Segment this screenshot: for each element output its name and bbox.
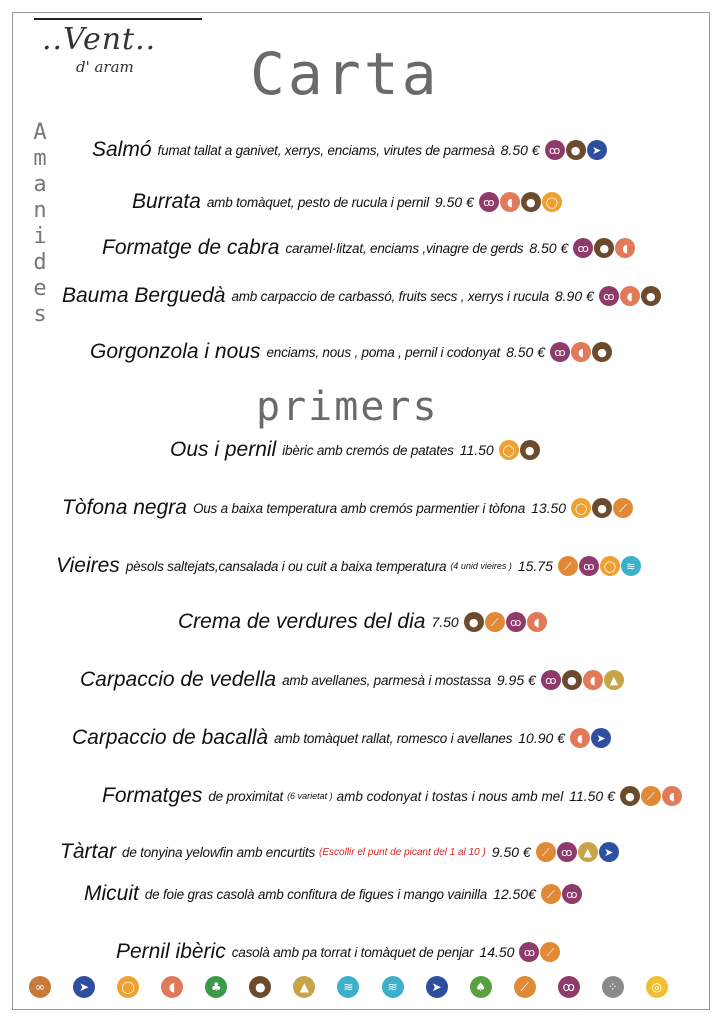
item-name: Carpaccio de bacallà (72, 726, 269, 749)
item-description: amb carpaccio de carbassó, fruits secs , xerrys i rucula (231, 288, 549, 304)
egg-icon: ◯ (117, 976, 139, 998)
molluscs-icon: ◖ (662, 786, 682, 806)
item-description: ibèric amb cremós de patates (282, 442, 454, 458)
nuts-icon: ● (620, 786, 640, 806)
item-name: Micuit (84, 882, 139, 905)
item-description: Ous a baixa temperatura amb cremós parmentier i tòfona (192, 500, 526, 516)
lactose-icon: ꝏ (557, 842, 577, 862)
allergen-icons (463, 612, 547, 632)
vertical-letter: A (33, 120, 47, 145)
section-label-amanides (30, 120, 50, 328)
menu-item-carpaccio-vedella (80, 668, 624, 692)
gluten-icon: ⟋ (514, 976, 536, 998)
gluten-icon: ⟋ (613, 498, 633, 518)
allergen-icons (498, 440, 540, 460)
item-description: enciams, nous , poma , pernil i codonyat (266, 344, 501, 360)
allergen-icons (572, 238, 635, 258)
menu-item-vieires (56, 554, 641, 578)
menu-item-burrata (132, 190, 562, 214)
menu-item-gorgonzola (90, 340, 612, 364)
lactose-icon: ꝏ (479, 192, 499, 212)
allergen-icons (569, 728, 611, 748)
vertical-letter: d (33, 250, 47, 275)
vertical-letter: n (33, 198, 47, 223)
item-price: 11.50 (459, 442, 494, 458)
molluscs-icon: ◖ (500, 192, 520, 212)
menu-item-carpaccio-bacalla (72, 726, 611, 750)
item-description: amb avellanes, parmesà i mostassa (282, 672, 491, 688)
restaurant-logo (34, 18, 202, 80)
item-price: 15.75 (517, 558, 553, 574)
crustacean-icon: ≋ (382, 976, 404, 998)
item-note: (4 unid vieires ) (450, 561, 512, 571)
menu-item-crema-verdures (178, 610, 547, 634)
item-price: 8.50 € (506, 344, 546, 360)
molluscs-icon: ◖ (583, 670, 603, 690)
item-description: de proximitat (208, 788, 284, 804)
item-price: 13.50 (531, 500, 567, 516)
peanut-icon: ∞ (29, 976, 51, 998)
item-description-extra: amb codonyat i tostas i nous amb mel (336, 788, 564, 804)
item-name: Bauma Berguedà (62, 284, 226, 307)
item-name: Carpaccio de vedella (80, 668, 277, 691)
fish-icon: ➤ (599, 842, 619, 862)
fish-icon: ➤ (426, 976, 448, 998)
nuts-icon: ● (594, 238, 614, 258)
nuts-icon: ● (641, 286, 661, 306)
lactose-icon: ꝏ (579, 556, 599, 576)
item-name: Formatges (102, 784, 203, 807)
egg-icon: ◯ (499, 440, 519, 460)
nuts-icon: ● (464, 612, 484, 632)
item-price: 8.50 € (500, 142, 540, 158)
allergen-icons (478, 192, 562, 212)
allergen-icons (518, 942, 560, 962)
page-title: Carta (250, 40, 440, 108)
item-price: 9.95 € (496, 672, 536, 688)
fish-icon: ➤ (587, 140, 607, 160)
molluscs-icon: ◖ (570, 728, 590, 748)
allergen-icons (557, 556, 641, 576)
item-price: 9.50 € (434, 194, 474, 210)
item-name: Gorgonzola i nous (90, 340, 261, 363)
menu-item-tofona (62, 496, 633, 520)
crustacean-icon: ≋ (621, 556, 641, 576)
item-price: 8.50 € (529, 240, 569, 256)
item-description: fumat tallat a ganivet, xerrys, enciams, virutes de parmesà (157, 142, 495, 158)
crustacean-icon: ≋ (337, 976, 359, 998)
allergen-icons (549, 342, 612, 362)
item-price: 11.50 € (569, 788, 615, 804)
soy-icon: ⁘ (602, 976, 624, 998)
item-name: Pernil ibèric (116, 940, 226, 963)
allergen-icons (535, 842, 619, 862)
item-description: de foie gras casolà amb confitura de figues i mango vainilla (144, 886, 488, 902)
lactose-icon: ꝏ (562, 884, 582, 904)
lactose-icon: ꝏ (519, 942, 539, 962)
menu-item-formatges (102, 784, 682, 808)
vertical-letter: e (33, 276, 47, 301)
allergen-icons (598, 286, 661, 306)
menu-item-salmo (92, 138, 607, 162)
fish-icon: ➤ (73, 976, 95, 998)
menu-item-formatge-cabra (102, 236, 635, 260)
molluscs-icon: ◖ (527, 612, 547, 632)
gluten-icon: ⟋ (541, 884, 561, 904)
item-name: Vieires (56, 554, 120, 577)
menu-item-micuit (84, 882, 582, 906)
section-title-primers: primers (256, 384, 439, 430)
egg-icon: ◯ (542, 192, 562, 212)
fish-icon: ➤ (591, 728, 611, 748)
nuts-icon: ● (566, 140, 586, 160)
allergen-icons (544, 140, 607, 160)
item-note-spice: (Escollir el punt de picant del 1 al 10 ) (319, 846, 486, 858)
item-name: Tòfona negra (62, 496, 187, 519)
item-description: casolà amb pa torrat i tomàquet de penjar (231, 944, 474, 960)
lactose-icon: ꝏ (506, 612, 526, 632)
mustard-icon: ▲ (578, 842, 598, 862)
lactose-icon: ꝏ (573, 238, 593, 258)
allergen-icons (619, 786, 682, 806)
nuts-icon: ● (520, 440, 540, 460)
allergen-icons (570, 498, 633, 518)
molluscs-icon: ◖ (571, 342, 591, 362)
item-price: 10.90 € (518, 730, 565, 746)
celery-icon: ♣ (205, 976, 227, 998)
gluten-icon: ⟋ (558, 556, 578, 576)
item-name: Crema de verdures del dia (178, 610, 426, 633)
vertical-letter: i (33, 224, 47, 249)
egg-icon: ◯ (600, 556, 620, 576)
lactose-icon: ꝏ (550, 342, 570, 362)
item-price: 9.50 € (491, 844, 531, 860)
menu-item-tartar (60, 840, 619, 864)
lactose-icon: ꝏ (541, 670, 561, 690)
item-price: 14.50 (479, 944, 515, 960)
gluten-icon: ⟋ (485, 612, 505, 632)
menu-item-ous-pernil (170, 438, 540, 462)
menu-item-pernil-iberic (116, 940, 560, 964)
lactose-icon: ꝏ (545, 140, 565, 160)
lactose-icon: ꝏ (599, 286, 619, 306)
nuts-icon: ● (521, 192, 541, 212)
gluten-icon: ⟋ (540, 942, 560, 962)
logo-line (34, 18, 202, 20)
mustard-icon: ▲ (293, 976, 315, 998)
logo-sub-text: d' aram (76, 58, 134, 76)
item-note: (6 varietat ) (287, 791, 333, 801)
nuts-icon: ● (562, 670, 582, 690)
item-description: amb tomàquet, pesto de rucula i pernil (206, 194, 429, 210)
menu-item-bauma (62, 284, 661, 308)
item-description: pèsols saltejats,cansalada i ou cuit a baixa temperatura (125, 558, 447, 574)
vertical-letter: a (33, 172, 47, 197)
nuts-icon: ● (249, 976, 271, 998)
item-price: 12.50€ (493, 886, 536, 902)
nuts-icon: ● (592, 498, 612, 518)
nuts-icon: ● (592, 342, 612, 362)
sulphites-icon: ◎ (646, 976, 668, 998)
item-name: Tàrtar (60, 840, 117, 863)
gluten-icon: ⟋ (536, 842, 556, 862)
item-description: caramel·litzat, enciams ,vinagre de gerds (285, 240, 524, 256)
mustard-icon: ▲ (604, 670, 624, 690)
egg-icon: ◯ (571, 498, 591, 518)
molluscs-icon: ◖ (161, 976, 183, 998)
gluten-icon: ⟋ (641, 786, 661, 806)
item-name: Salmó (92, 138, 152, 161)
item-description: de tonyina yelowfin amb encurtits (122, 844, 316, 860)
item-name: Formatge de cabra (102, 236, 280, 259)
allergen-legend (28, 976, 668, 998)
allergen-icons (540, 884, 582, 904)
item-name: Ous i pernil (170, 438, 277, 461)
item-name: Burrata (132, 190, 201, 213)
molluscs-icon: ◖ (620, 286, 640, 306)
vertical-letter: m (33, 146, 47, 171)
item-description: amb tomàquet rallat, romesco i avellanes (274, 730, 513, 746)
item-price: 8.90 € (554, 288, 594, 304)
lupin-icon: ♠ (470, 976, 492, 998)
molluscs-icon: ◖ (615, 238, 635, 258)
lactose-icon: ꝏ (558, 976, 580, 998)
logo-main-text: ..Vent.. (42, 22, 157, 57)
vertical-letter: s (33, 302, 47, 327)
allergen-icons (540, 670, 624, 690)
item-price: 7.50 (431, 614, 459, 630)
